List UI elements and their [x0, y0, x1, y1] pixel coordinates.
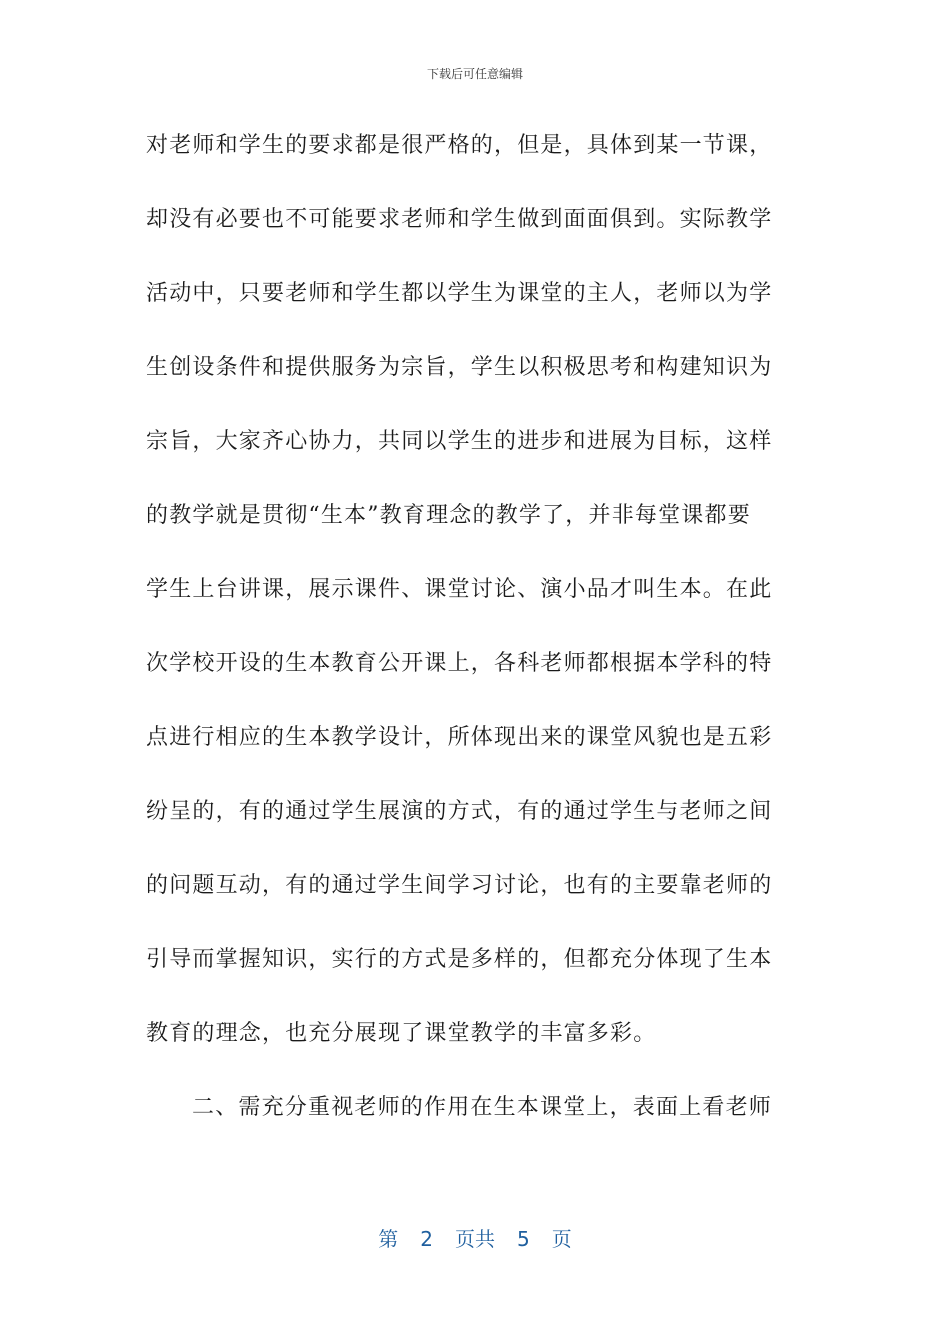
document-body [146, 126, 806, 1162]
total-page-number: 5 [517, 1227, 530, 1251]
page-header: 下载后可任意编辑 [426, 67, 523, 81]
body-line: 对老师和学生的要求都是很严格的，但是，具体到某一节课， [146, 133, 773, 158]
section-heading-line: 二、需充分重视老师的作用在生本课堂上，表面上看老师 [192, 1095, 773, 1120]
body-line: 次学校开设的生本教育公开课上，各科老师都根据本学科的特 [146, 651, 773, 676]
body-line: 引导而掌握知识，实行的方式是多样的，但都充分体现了生本 [146, 947, 773, 972]
footer-suffix: 页 [551, 1227, 572, 1251]
body-line: 纷呈的，有的通过学生展演的方式，有的通过学生与老师之间 [146, 799, 773, 824]
body-line: 点进行相应的生本教学设计，所体现出来的课堂风貌也是五彩 [146, 725, 773, 750]
body-line: 活动中，只要老师和学生都以学生为课堂的主人，老师以为学 [146, 281, 773, 306]
body-line: 的问题互动，有的通过学生间学习讨论，也有的主要靠老师的 [146, 873, 773, 898]
footer-middle: 页共 [455, 1227, 495, 1251]
body-line: 却没有必要也不可能要求老师和学生做到面面俱到。实际教学 [146, 207, 773, 232]
body-line: 教育的理念，也充分展现了课堂教学的丰富多彩。 [146, 1021, 657, 1046]
current-page-number: 2 [420, 1227, 433, 1251]
page-number-footer [0, 1225, 950, 1253]
body-line: 学生上台讲课，展示课件、课堂讨论、演小品才叫生本。在此 [146, 577, 773, 602]
body-line: 宗旨，大家齐心协力，共同以学生的进步和进展为目标，这样 [146, 429, 773, 454]
body-line: 的教学就是贯彻“生本”教育理念的教学了，并非每堂课都要 [146, 503, 751, 528]
body-line: 生创设条件和提供服务为宗旨，学生以积极思考和构建知识为 [146, 355, 773, 380]
footer-prefix: 第 [378, 1227, 399, 1251]
